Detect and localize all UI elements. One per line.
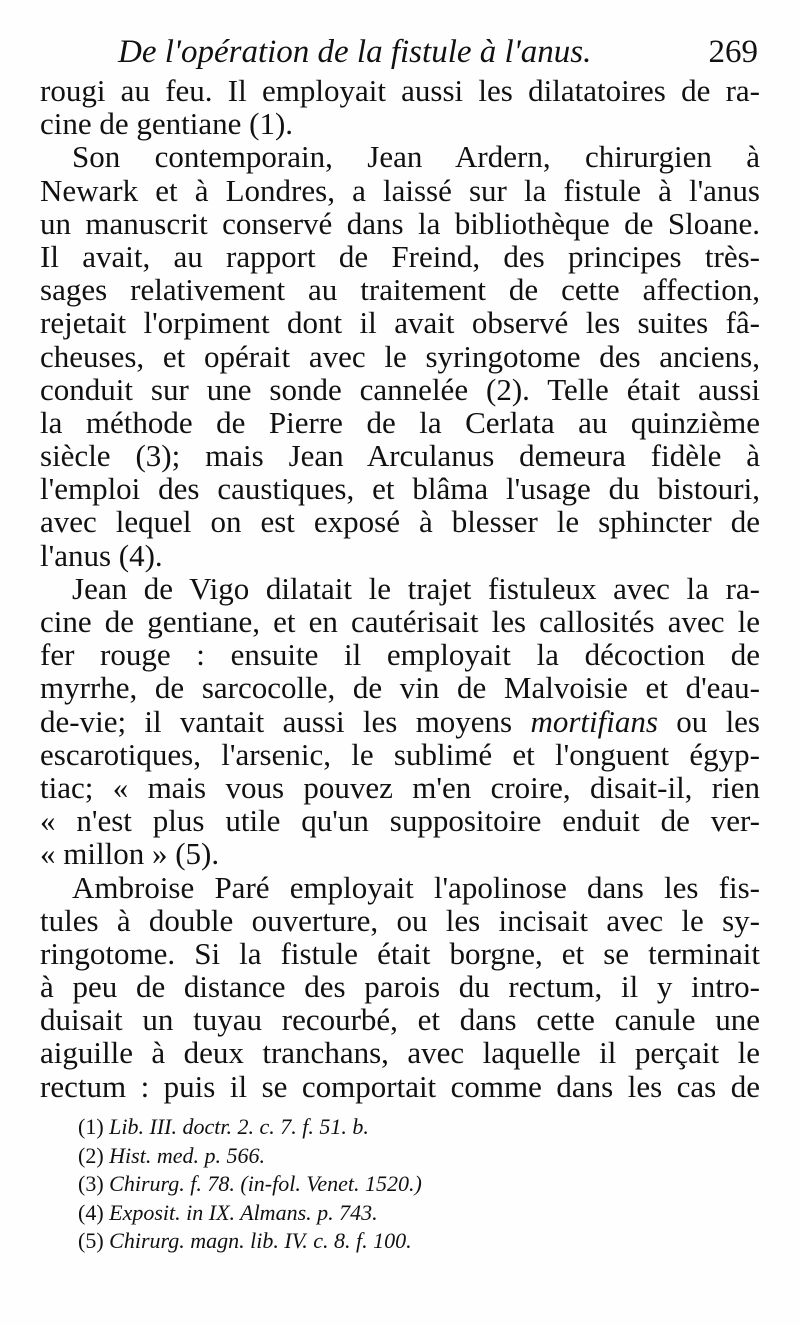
footnote-text: Chirurg. magn. lib. IV. c. 8. f. 100.: [109, 1228, 412, 1253]
line-segment: de-vie; il vantait aussi les moyens: [40, 703, 531, 739]
running-head: [118, 30, 758, 74]
paragraph-first-line: Ambroise Paré employait l'apolinose dans les fis-: [72, 869, 760, 905]
text-line: aiguille à deux tranchans, avec laquelle il perçait le: [40, 1035, 760, 1071]
text-line: conduit sur une sonde cannelée (2). Telle était aussi: [40, 371, 760, 407]
footnote-number: (3): [78, 1171, 104, 1196]
footnote-text: Hist. med. p. 566.: [109, 1142, 265, 1168]
page-number: 269: [708, 34, 758, 70]
footnote-number: (4): [78, 1199, 104, 1225]
text-line: la méthode de Pierre de la Cerlata au quinzième: [40, 404, 760, 440]
text-line: tiac; « mais vous pouvez m'en croire, disait-il, rien: [40, 769, 760, 805]
line-segment: ou les: [657, 703, 760, 739]
text-line: duisait un tuyau recourbé, et dans cette canule une: [40, 1002, 760, 1038]
text-line: tules à double ouverture, ou les incisait avec le sy-: [40, 902, 760, 938]
text-line-with-italic: [40, 705, 760, 738]
text-line: Newark et à Londres, a laissé sur la fistule à l'anus: [40, 172, 760, 208]
text-line: avec lequel on est exposé à blesser le sphincter de: [40, 504, 760, 540]
footnotes: [78, 1113, 518, 1256]
text-line: escarotiques, l'arsenic, le sublimé et l'onguent égyp-: [40, 736, 760, 772]
text-line: « millon » (5).: [40, 836, 220, 872]
text-line: Il avait, au rapport de Freind, des principes très-: [40, 238, 760, 274]
footnote-text: Lib. III. doctr. 2. c. 7. f. 51. b.: [109, 1114, 369, 1139]
text-line: l'emploi des caustiques, et blâma l'usage du bistouri,: [40, 471, 760, 507]
text-line: l'anus (4).: [40, 537, 163, 573]
body-text: [40, 74, 760, 1103]
footnote-number: (1): [78, 1114, 104, 1139]
footnote: [78, 1199, 518, 1228]
text-line: ringotome. Si la fistule était borgne, et se terminait: [40, 935, 760, 971]
text-line: sages relativement au traitement de cette affection,: [40, 272, 760, 308]
text-line: cine de gentiane (1).: [40, 106, 294, 142]
paragraph-first-line: Son contemporain, Jean Ardern, chirurgien à: [72, 139, 760, 175]
text-line: cheuses, et opérait avec le syringotome des anciens,: [40, 338, 760, 374]
text-line: cine de gentiane, et en cautérisait les callosités avec le: [40, 604, 760, 639]
footnote: [78, 1170, 518, 1199]
footnote-number: (2): [78, 1142, 104, 1168]
footnote-text: Chirurg. f. 78. (in-fol. Venet. 1520.): [109, 1171, 422, 1196]
footnote: [78, 1113, 518, 1142]
footnote: [78, 1142, 518, 1171]
text-line: siècle (3); mais Jean Arculanus demeura fidèle à: [40, 438, 760, 474]
text-line: myrrhe, de sarcocolle, de vin de Malvoisie et d'eau-: [40, 670, 760, 706]
text-line: un manuscrit conservé dans la bibliothèque de Sloane.: [40, 205, 760, 241]
text-line: à peu de distance des parois du rectum, il y intro-: [40, 969, 760, 1005]
italic-word: mortifians: [530, 703, 658, 739]
running-title: De l'opération de la fistule à l'anus.: [118, 34, 592, 70]
footnote: [78, 1227, 518, 1256]
footnote-number: (5): [78, 1228, 104, 1253]
text-line: rougi au feu. Il employait aussi les dilatatoires de ra-: [40, 73, 760, 108]
text-line: « n'est plus utile qu'un suppositoire enduit de ver-: [40, 803, 760, 839]
text-line: rejetait l'orpiment dont il avait observé les suites fâ-: [40, 305, 760, 341]
footnote-text: Exposit. in IX. Almans. p. 743.: [109, 1199, 378, 1225]
text-line: fer rouge : ensuite il employait la décoction de: [40, 637, 760, 673]
text-line: rectum : puis il se comportait comme dans les cas de: [40, 1068, 760, 1104]
paragraph-first-line: Jean de Vigo dilatait le trajet fistuleux avec la ra-: [72, 570, 760, 606]
